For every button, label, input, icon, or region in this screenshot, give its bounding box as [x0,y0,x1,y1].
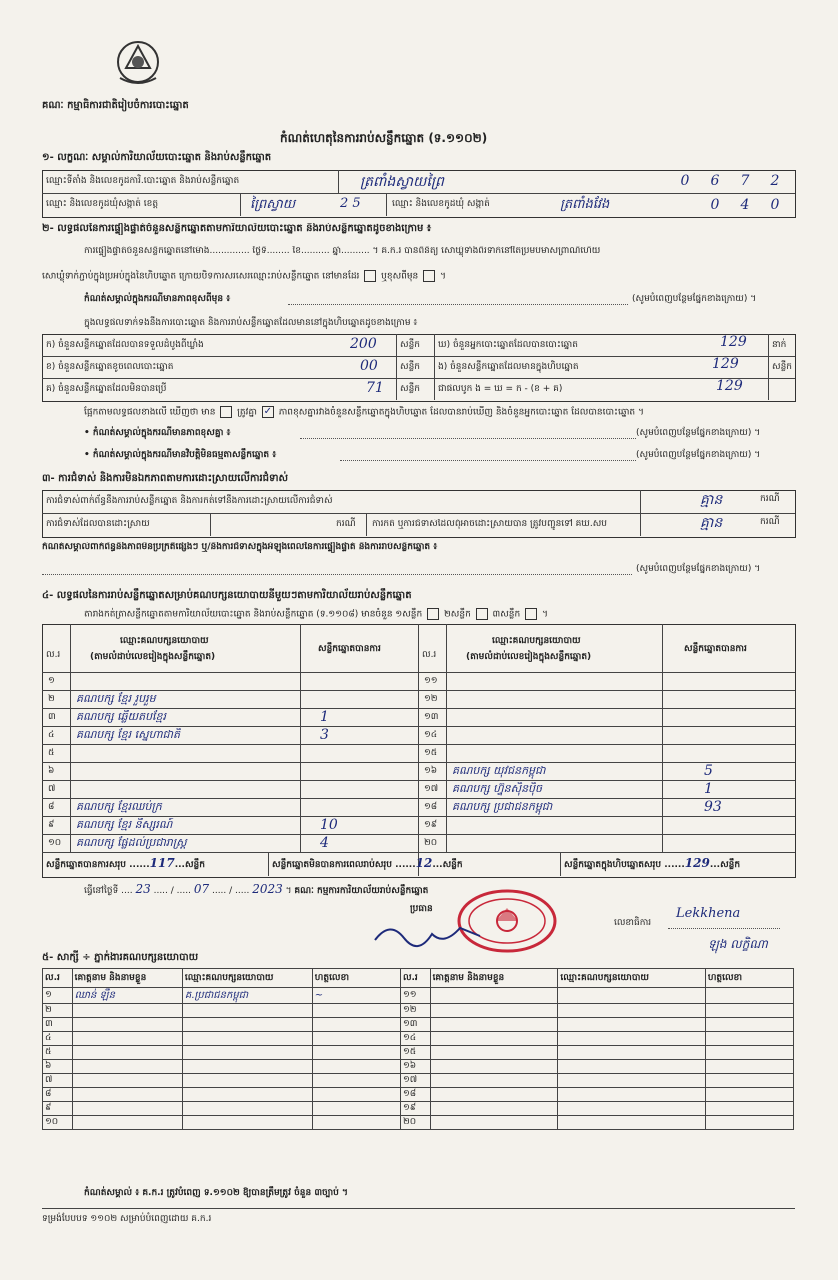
witness-cell: ១៤ [400,1032,430,1046]
count-e-label: ង) ចំនួនសន្លឹកឆ្នោតដែលមានក្នុងហិបឆ្នោត [438,362,579,372]
section1-row1-label: ឈ្មោះទីតាំង និងលេខកូដការិ.បោះឆ្នោត និងរាប់សន្លឹកឆ្នោត [46,176,240,186]
digit: 0 [710,197,720,213]
party-votes: 4 [320,835,329,851]
resolved-label: ការជំទាស់ដែលបានដោះស្រាយ [46,519,150,529]
witness-header-row [43,969,794,988]
witness-cell: ៩ [43,1102,73,1116]
same-checkbox[interactable] [364,270,376,282]
intro-text: តារាងកត់ត្រាសន្លឹកឆ្នោតតាមការិយាល័យបោះឆ្នោត និងរាប់សន្លឹកឆ្នោត (ទ.១១០៨) មានចំនួន ១សន្លឹក [84,609,423,620]
digit: 0 [680,173,690,189]
section1-row2-value2: ត្រពាំងវែង [560,197,610,212]
witness-row [43,1046,794,1060]
witness-cell: ១៧ [400,1074,430,1088]
party-name: គណបក្ស ខ្មែរឈប់ក្រ [76,800,162,813]
section4-heading: ៤- លទ្ធផលនៃការរាប់សន្លឹកឆ្នោតសម្រាប់គណបក្សនយោបាយនីមួយៗតាមការិយាល័យរាប់សន្លឹកឆ្នោត [42,590,412,601]
witness-cell [705,1102,793,1116]
witness-col-header: ហត្ថលេខា [312,969,400,988]
count-e-value: 129 [712,356,739,372]
two-sheet-checkbox[interactable] [476,608,488,620]
section5-heading: ៥- សាក្សី ÷ ភ្នាក់ងារគណបក្សនយោបាយ [42,952,199,963]
witness-cell[interactable] [430,1046,558,1060]
party-votes: 3 [320,727,329,743]
witness-cell [705,1088,793,1102]
witness-cell: ៣ [43,1018,73,1032]
col-party-sub-right: (តាមលំដាប់លេខរៀងក្នុងសន្លឹកឆ្នោត) [466,652,592,662]
witness-cell [705,988,793,1004]
witness-cell[interactable] [182,1088,312,1102]
party-name: គណបក្ស ឆ្លើយតបខ្មែរ [76,710,167,723]
row-divider [42,726,418,727]
witness-cell[interactable] [72,1004,182,1018]
witness-cell[interactable] [430,1032,558,1046]
witness-col-header: ឈ្មោះគណបក្សនយោបាយ [558,969,705,988]
party-votes: 5 [704,763,713,779]
section4-intro: តារាងកត់ត្រាសន្លឹកឆ្នោតតាមការិយាល័យបោះឆ្នោត និងរាប់សន្លឹកឆ្នោត (ទ.១១០៨) មានចំនួន ១សន្លឹក ២សន្លឹក ៣សន្លឹក ។ [84,609,548,620]
witness-cell[interactable] [430,1018,558,1032]
committee-label: គណៈ កម្មការការិយាល័យរាប់សន្លឹកឆ្នោត [294,886,429,896]
section1-row2-digits [704,196,794,214]
col-votes: សន្លឹកឆ្នោតបានការ [318,644,381,654]
count-b-label: ខ) ចំនួនសន្លឹកឆ្នោតខូចពេលបោះឆ្នោត [46,362,174,372]
unresolved-unit: ករណី [760,517,780,527]
witness-cell[interactable] [182,1102,312,1116]
digit: 0 [770,197,780,213]
row-divider [42,798,418,799]
witness-cell[interactable] [72,1032,182,1046]
witness-cell[interactable] [430,1102,558,1116]
witness-cell: ១៦ [400,1060,430,1074]
witness-cell[interactable] [72,1074,182,1088]
witness-col-header: ឈ្មោះគណបក្សនយោបាយ [182,969,312,988]
party-votes: 93 [704,799,722,815]
witness-cell [312,1074,400,1088]
witness-cell [312,1046,400,1060]
section5-footnote: កំណត់សម្គាល់ ៖ គ.ក.រ ត្រូវបំពេញ ទ.១១០២ ឱ្យបានត្រឹមត្រូវ ចំនួន ៣ច្បាប់ ។ [84,1188,348,1198]
witness-cell[interactable] [182,1046,312,1060]
party-votes: 1 [320,709,329,725]
total-box-label: សន្លឹកឆ្នោតក្នុងហិបឆ្នោតសរុប [564,860,662,870]
witness-cell[interactable] [558,1088,705,1102]
count-b-unit: សន្លឹក [400,362,420,372]
witness-cell[interactable] [558,1060,705,1074]
row-number: ៤ [48,730,55,740]
secretary-signature: Lekkhena [676,906,741,921]
witness-cell [312,1116,400,1130]
row-number: ១ [48,676,55,686]
witness-cell: ១២ [400,1004,430,1018]
row-number: ១៧ [424,784,439,794]
row-divider [418,780,795,781]
witness-cell: ៦ [43,1060,73,1074]
resolved-unit: ករណី [336,519,356,529]
witness-cell: ១៨ [400,1088,430,1102]
witness-cell [705,1116,793,1130]
one-sheet-checkbox[interactable] [427,608,439,620]
section1-row1-value: ត្រពាំងស្វាយព្រៃ [360,174,444,190]
witness-cell [312,1102,400,1116]
count-d-label: ឃ) ចំនួនអ្នកបោះឆ្នោតដែលបានបោះឆ្នោត [438,340,578,350]
count-c-value: 71 [366,380,384,396]
party-name: គណបក្ស ខ្មែរ នីស្សរណ៍ [76,818,173,831]
objections-value: គ្មាន [700,492,723,508]
row-number: ១២ [424,694,438,704]
witness-row [43,1088,794,1102]
witness-cell: ២០ [400,1116,430,1130]
witness-row [43,1032,794,1046]
witness-row [43,1116,794,1130]
count-sum-value: 129 [716,378,743,394]
witness-cell [705,1060,793,1074]
date-day: 23 [135,882,151,896]
row-divider [418,834,795,835]
witness-cell: ១៣ [400,1018,430,1032]
emblem-icon [112,34,164,90]
count-c-unit: សន្លឹក [400,384,420,394]
row-divider [42,708,418,709]
count-a-value: 200 [350,336,377,352]
secretary-label: លេខាធិការ [614,918,652,928]
row-number: ១១ [424,676,438,686]
witness-cell[interactable] [72,1060,182,1074]
count-b-value: 00 [360,358,378,374]
row-divider [42,762,418,763]
verify-line [84,406,804,419]
section3-note: កំណត់សម្គាល់ពាក់ព័ន្ធនឹងភាពមិនប្រក្រតីផ្សេងៗ ឬ/និងការជំទាស់ក្នុងអំឡុងពេលនៃការផ្ទៀងផ្ទាត់ និងការរាប់សន្លឹកឆ្នោត ៖ [42,542,438,552]
date-year: 2023 [252,882,283,896]
party-name: គណបក្ស យុវជនកម្ពុជា [452,764,546,777]
count-sum-label: ជាផលបូក ង = ឃ = ក - (ខ + គ) [438,384,563,394]
witness-col-header: ល.រ [43,969,73,988]
witness-cell[interactable] [72,1116,182,1130]
para2-end: ឬខុសពីមុន [381,271,419,282]
row-number: ២០ [424,838,438,848]
mismatch-checkbox[interactable] [262,406,274,418]
party-votes: 10 [320,817,338,833]
witness-cell: ១៩ [400,1102,430,1116]
org-name: គណៈ កម្មាធិការជាតិរៀបចំការបោះឆ្នោត [42,100,189,111]
witness-cell [705,1032,793,1046]
section2-para2: សោឃ្លុំទាក់ភ្ជាប់ក្នុងប្រអប់ក្នុងនៃហិបឆ្នោត ក្រោយបិទការសរសេរឈ្មោះរាប់សន្លឹកឆ្នោត នៅមានដែរ ឬខុសពីមុន ។ [42,271,446,282]
witness-col-header: គោត្តនាម និងនាមខ្លួន [430,969,558,988]
objections-label: ការជំទាស់ពាក់ព័ន្ធនឹងការរាប់សន្លឹកឆ្នោត និងការកត់ទៅនឹងការដោះស្រាយលើការជំទាស់ [46,496,333,506]
row-divider [418,798,795,799]
total-valid-value: 117 [149,856,175,870]
witness-cell[interactable] [182,1032,312,1046]
total-valid-unit: សន្លឹក [184,860,205,870]
witness-col-header: ល.រ [400,969,430,988]
bullet2: • កំណត់សម្គាល់ក្នុងករណីមានវិបត្តិមិនធម្មតាសន្លឹកឆ្នោត ៖ [84,450,277,460]
total-invalid-value: 12 [415,856,433,870]
row-divider [418,744,795,745]
party-name: គណបក្ស ប្រជាជនកម្ពុជា [452,800,553,813]
witness-cell [312,1018,400,1032]
witness-cell[interactable] [558,1018,705,1032]
row-number: ១៥ [424,748,438,758]
witness-cell[interactable] [182,1116,312,1130]
witness-cell [312,1032,400,1046]
row-divider [418,762,795,763]
unresolved-label: ការកត់ ឬការជំទាស់ដែលពុំអាចដោះស្រាយបាន ត្រូវបញ្ជូនទៅ គឃ.សប [372,519,607,529]
section2-heading: ២- លទ្ធផលនៃការផ្ទៀងផ្ទាត់ចំនួនសន្លឹកឆ្នោតតាមការិយាល័យបោះឆ្នោត និងរាប់សន្លឹកឆ្នោតដូចខាងក្រោម ៖ [42,223,432,234]
unresolved-value: គ្មាន [700,515,723,531]
section1-row2-label: ឈ្មោះ និងលេខកូដឃុំសង្កាត់ ខេត្ត [46,199,159,209]
row-divider [42,690,418,691]
section1-row2-value: ព្រៃស្វាយ [250,197,296,212]
total-invalid-unit: សន្លឹក [442,860,463,870]
witness-cell: ២ [43,1004,73,1018]
party-name: គណបក្ស ខ្មែរ ស្នេហាជាតិ [76,728,180,741]
count-d-unit: នាក់ [772,340,787,350]
witness-row [43,988,794,1004]
witness-cell [705,1018,793,1032]
party-name: គណបក្ស ហ្វ៊ុនស៊ិនប៉ិច [452,782,543,795]
witness-cell [705,1046,793,1060]
witness-cell[interactable] [72,1018,182,1032]
total-valid: សន្លឹកឆ្នោតបានការសរុប ......117...សន្លឹក [46,856,205,870]
witness-cell: ៤ [43,1032,73,1046]
witness-cell[interactable] [558,1102,705,1116]
row-divider [418,708,795,709]
witness-col-header: ហត្ថលេខា [705,969,793,988]
section1-row1-digits [674,172,792,190]
witness-cell[interactable] [430,1088,558,1102]
witness-cell[interactable] [430,988,558,1004]
total-valid-label: សន្លឹកឆ្នោតបានការសរុប [46,860,126,870]
col-votes-right: សន្លឹកឆ្នោតបានការ [684,644,747,654]
row-number: ១៩ [424,820,438,830]
witness-col-header: គោត្តនាម និងនាមខ្លួន [72,969,182,988]
count-e-unit: សន្លឹក [772,362,792,372]
row-number: ១៦ [424,766,438,776]
row-divider [42,744,418,745]
footer-text: ទម្រង់បែបបទ ១១០២ សម្រាប់បំពេញដោយ គ.ក.រ [42,1214,212,1224]
row-divider [42,816,418,817]
witness-cell[interactable]: ឈាន់ ឡឺន [72,988,182,1004]
digit: 2 [770,173,780,189]
bullet1-hint: (សូមបំពេញបន្ថែមផ្នែកខាងក្រោយ) ។ [636,428,761,438]
count-d-value: 129 [720,334,747,350]
witness-cell [705,1004,793,1018]
row-number: ៨ [48,802,55,812]
verify-text: ផ្អែកតាមលទ្ធផលខាងលើ ឃើញថា មាន [84,407,216,418]
witness-row [43,1074,794,1088]
witness-cell[interactable] [182,1074,312,1088]
witness-cell: ៧ [43,1074,73,1088]
intro-b: ២សន្លឹក [443,609,471,620]
witness-cell[interactable] [558,1032,705,1046]
section3-heading: ៣- ការជំទាស់ និងការមិនឯកភាពតាមការដោះស្រាយលើការជំទាស់ [42,473,289,484]
section3-note-hint: (សូមបំពេញបន្ថែមផ្នែកខាងក្រោយ) ។ [636,564,761,574]
row-divider [418,852,795,853]
witness-cell[interactable] [72,1046,182,1060]
witness-cell[interactable] [558,1004,705,1018]
objections-unit: ករណី [760,494,780,504]
row-divider [42,780,418,781]
row-number: ១៤ [424,730,438,740]
three-sheet-checkbox[interactable] [525,608,537,620]
verify-opt1: ត្រូវគ្នា [237,407,257,418]
date-label: ធ្វើនៅថ្ងៃទី [84,886,119,896]
chair-signature [370,916,490,952]
witness-cell [312,1004,400,1018]
witness-row [43,1060,794,1074]
row-divider [418,690,795,691]
verify-opt2: ភាពខុសគ្នារវាងចំនួនសន្លឹកឆ្នោតក្នុងហិបឆ្នោត ដែលបានរាប់ឃើញ និងចំនួនអ្នកបោះឆ្នោត ដែលបានបោះឆ្នោត ។ [278,407,644,418]
col-party: ឈ្មោះគណបក្សនយោបាយ [120,636,209,646]
section2-note-label: កំណត់សម្គាល់ក្នុងករណីមានភាពខុសពីមុន ៖ [84,294,231,304]
para2-text: សោឃ្លុំទាក់ភ្ជាប់ក្នុងប្រអប់ក្នុងនៃហិបឆ្នោត ក្រោយបិទការសរសេរឈ្មោះរាប់សន្លឹកឆ្នោត នៅមានដែរ [42,271,360,282]
digit: 7 [740,173,750,189]
witness-cell[interactable] [72,1102,182,1116]
row-number: ១៨ [424,802,438,812]
witness-row [43,1018,794,1032]
section2-note-hint: (សូមបំពេញបន្ថែមផ្នែកខាងក្រោយ) ។ [632,294,757,304]
witness-cell[interactable] [558,1116,705,1130]
date-month: 07 [193,882,210,896]
section2-intro2: ក្នុងលទ្ធផលទាក់ទងនឹងការបោះឆ្នោត និងការរាប់សន្លឹកឆ្នោតដែលមាននៅក្នុងហិបឆ្នោតដូចខាងក្រោម ៖ [84,318,418,328]
witness-cell [705,1074,793,1088]
col-party-right: ឈ្មោះគណបក្សនយោបាយ [492,636,581,646]
bullet1: • កំណត់សម្គាល់ក្នុងករណីមានភាពខុសគ្នា ៖ [84,428,231,438]
row-number: ៦ [48,766,55,776]
witness-cell[interactable] [430,1004,558,1018]
witness-cell: ១១ [400,988,430,1004]
total-invalid: សន្លឹកឆ្នោតមិនបានការពេលរាប់សរុប ......12...សន្លឹក [272,856,463,870]
col-no: ល.រ [46,650,61,660]
row-divider [418,726,795,727]
witness-cell[interactable] [182,1004,312,1018]
witness-cell[interactable] [182,1018,312,1032]
digit: 4 [740,197,750,213]
page-title: កំណត់ហេតុនៃការរាប់សន្លឹកឆ្នោត (ទ.១១០២) [280,131,488,145]
total-invalid-label: សន្លឹកឆ្នោតមិនបានការពេលរាប់សរុប [272,860,392,870]
witness-cell: ~ [312,988,400,1004]
section2-para1: ការផ្ទៀងផ្ទាត់ចំនួនសន្លឹកឆ្នោតនៅម៉ោង.............. ថ្ងៃទី........ ខែ.......... ឆ្នាំ.......... ។ គ.ក.រ បានពិនិត្យ សោឃ្លុំទាំងពីរទាក់នៅតែប្រមបមាសព្រាណីហើយ [84,246,601,256]
count-a-label: ក) ចំនួនសន្លឹកឆ្នោតដែលបានទទួលដំបូងពីឃ្លាំង [46,340,204,350]
witness-cell[interactable] [430,1060,558,1074]
witness-table [42,968,794,1130]
witness-row [43,1004,794,1018]
count-a-unit: សន្លឹក [400,340,420,350]
row-divider [418,816,795,817]
col-party-sub: (តាមលំដាប់លេខរៀងក្នុងសន្លឹកឆ្នោត) [90,652,216,662]
witness-cell[interactable] [72,1088,182,1102]
digit: 6 [710,173,720,189]
match-checkbox[interactable] [220,406,232,418]
party-name: គណបក្ស ផ្លែដល់ប្រជារាស្ត្រ [76,836,187,849]
row-divider [42,834,418,835]
secretary-name: ឡុង លក្ខិណា [708,937,768,951]
chair-label: ប្រធាន [410,904,433,914]
party-votes: 1 [704,781,713,797]
witness-cell: ៥ [43,1046,73,1060]
row-number: ៥ [48,748,55,758]
intro-c: ៣សន្លឹក [492,609,521,620]
witness-cell[interactable] [558,988,705,1004]
row-number: ១៣ [424,712,439,722]
row-number: ៧ [48,784,56,794]
witness-cell[interactable] [430,1116,558,1130]
row-number: ៣ [48,712,56,722]
total-box-unit: សន្លឹក [720,860,741,870]
total-box-value: 129 [684,856,710,870]
date-line: ធ្វើនៅថ្ងៃទី .... 23 ..... / ..... 07 ..... / ..... 2023 ។ គណៈ កម្មការការិយាល័យរាប់សន្លឹកឆ្នោត [84,882,429,896]
witness-cell[interactable]: គ.ប្រជាជនកម្ពុជា [182,988,312,1004]
row-number: ៩ [48,820,55,830]
witness-cell: ៨ [43,1088,73,1102]
witness-cell[interactable] [430,1074,558,1088]
section1-row2-code: 2 5 [340,196,361,211]
party-name: គណបក្ស ខ្មែរ រួបរួម [76,692,156,705]
witness-cell[interactable] [558,1074,705,1088]
row-divider [42,852,418,853]
total-box: សន្លឹកឆ្នោតក្នុងហិបឆ្នោតសរុប ......129...សន្លឹក [564,856,741,870]
row-number: ១០ [48,838,62,848]
different-checkbox[interactable] [423,270,435,282]
count-c-label: គ) ចំនួនសន្លឹកឆ្នោតដែលមិនបានប្រើ [46,384,167,394]
witness-cell[interactable] [182,1060,312,1074]
witness-cell: ១ [43,988,73,1004]
section1-heading: ១- លក្ខណៈ សម្គាល់ការិយាល័យបោះឆ្នោត និងរាប់សន្លឹកឆ្នោត [42,152,272,163]
witness-cell[interactable] [558,1046,705,1060]
col-no-right: ល.រ [422,650,437,660]
row-number: ២ [48,694,55,704]
witness-cell [312,1088,400,1102]
bullet2-hint: (សូមបំពេញបន្ថែមផ្នែកខាងក្រោយ) ។ [636,450,761,460]
witness-cell: ១៥ [400,1046,430,1060]
witness-row [43,1102,794,1116]
witness-cell [312,1060,400,1074]
section1-row2-label2: ឈ្មោះ និងលេខកូដឃុំ សង្កាត់ [392,199,490,209]
witness-cell: ១០ [43,1116,73,1130]
